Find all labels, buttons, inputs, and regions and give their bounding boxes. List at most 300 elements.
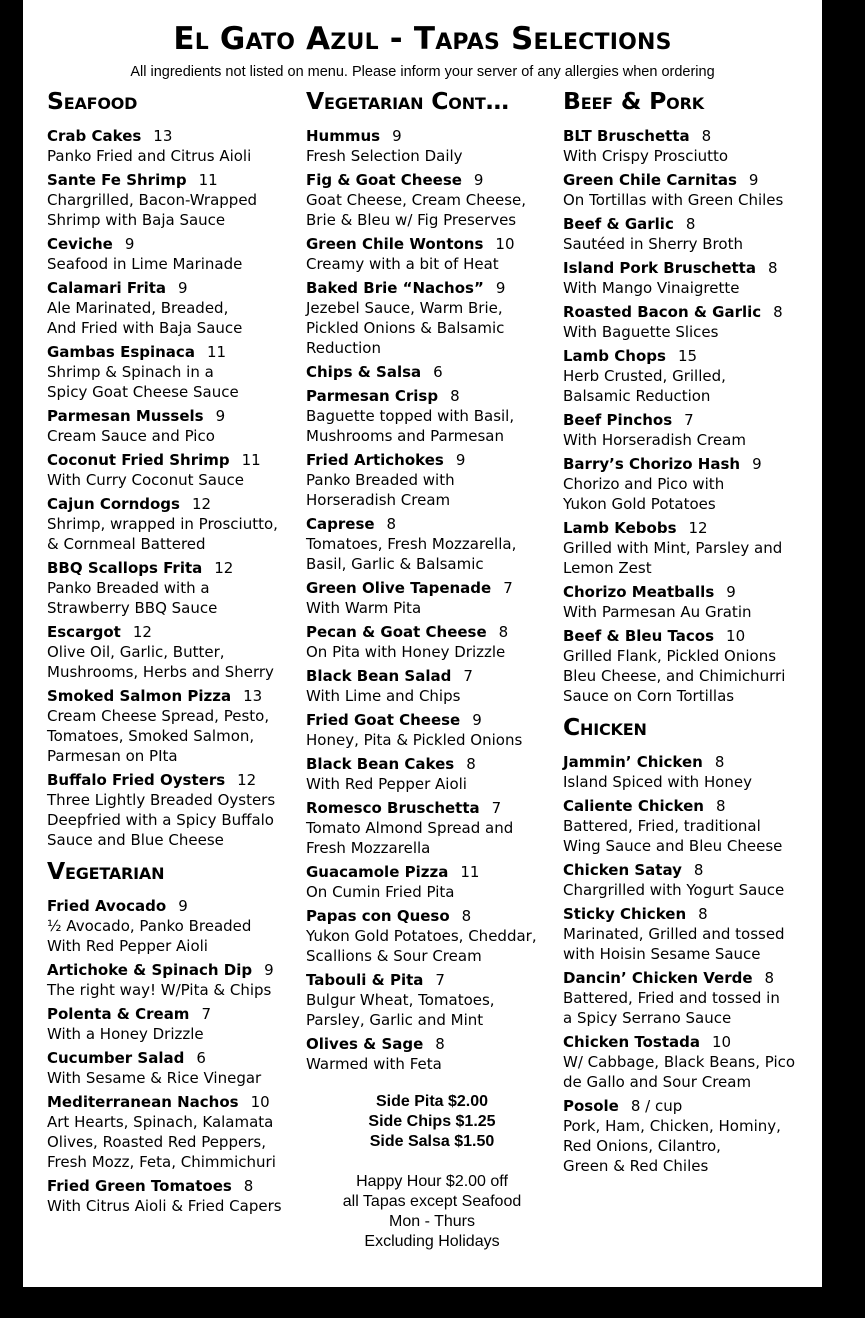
side-order-line: Side Chips $1.25: [368, 1113, 496, 1130]
menu-item: [563, 626, 817, 706]
menu-item: [306, 170, 558, 230]
menu-column-2: [306, 86, 558, 1252]
item-description: With Mango Vinaigrette: [563, 279, 740, 297]
menu-item: [563, 518, 817, 578]
item-name: Olives & Sage: [306, 1035, 424, 1053]
item-name: Chicken Satay: [563, 861, 682, 879]
menu-item: [47, 1048, 299, 1088]
item-name-line: [306, 862, 558, 882]
menu-item: [306, 126, 558, 166]
item-name: Caprese: [306, 515, 375, 533]
item-description: Shrimp, wrapped in Prosciutto,: [47, 515, 278, 533]
item-name: Lamb Chops: [563, 347, 666, 365]
menu-item: [306, 906, 558, 966]
item-name: Jammin’ Chicken: [563, 753, 703, 771]
item-name: Calamari Frita: [47, 279, 167, 297]
item-name-line: [306, 514, 558, 534]
item-description: with Hoisin Sesame Sauce: [563, 945, 761, 963]
item-name: Fried Green Tomatoes: [47, 1177, 232, 1195]
item-description: Grilled with Mint, Parsley and: [563, 539, 783, 557]
item-name: Pecan & Goat Cheese: [306, 623, 487, 641]
item-description: The right way! W/Pita & Chips: [47, 981, 272, 999]
menu-item: [563, 752, 817, 792]
item-price: 9: [752, 455, 762, 473]
item-name-line: [563, 904, 817, 924]
item-description: & Cornmeal Battered: [47, 535, 206, 553]
item-description: Marinated, Grilled and tossed: [563, 925, 785, 943]
menu-item: [563, 258, 817, 298]
item-description: Panko Fried and Citrus Aioli: [47, 147, 252, 165]
item-name-line: [563, 126, 817, 146]
item-description: Pickled Onions & Balsamic: [306, 319, 505, 337]
item-name: Beef & Bleu Tacos: [563, 627, 715, 645]
menu-item: [563, 1096, 817, 1176]
item-description: Bleu Cheese, and Chimichurri: [563, 667, 786, 685]
item-description: With Horseradish Cream: [563, 431, 746, 449]
item-description: Olive Oil, Garlic, Butter,: [47, 643, 225, 661]
section-heading-vegetarian: Vegetarian: [47, 857, 165, 885]
item-name: Papas con Queso: [306, 907, 450, 925]
item-name-line: [306, 798, 558, 818]
item-description: Cream Sauce and Pico: [47, 427, 215, 445]
item-price: 10: [726, 627, 746, 645]
item-description: With Red Pepper Aioli: [306, 775, 467, 793]
menu-item: [563, 796, 817, 856]
happy-hour-line: Mon - Thurs: [389, 1213, 475, 1230]
menu-item: [563, 454, 817, 514]
item-name-line: [563, 626, 817, 646]
item-description: On Pita with Honey Drizzle: [306, 643, 506, 661]
menu-item: [306, 234, 558, 274]
menu-item: [563, 126, 817, 166]
item-description: Grilled Flank, Pickled Onions: [563, 647, 777, 665]
menu-item: [306, 386, 558, 446]
item-price: 8: [466, 755, 476, 773]
item-name: Fried Goat Cheese: [306, 711, 461, 729]
item-description: With a Honey Drizzle: [47, 1025, 204, 1043]
menu-item: [306, 710, 558, 750]
item-description: Balsamic Reduction: [563, 387, 711, 405]
item-description: Reduction: [306, 339, 381, 357]
item-name: Baked Brie “Nachos”: [306, 279, 484, 297]
item-description: Basil, Garlic & Balsamic: [306, 555, 484, 573]
item-price: 12: [132, 623, 152, 641]
section-heading-chicken: Chicken: [563, 713, 647, 741]
item-description: Bulgur Wheat, Tomatoes,: [306, 991, 495, 1009]
item-price: 11: [198, 171, 218, 189]
item-description: Yukon Gold Potatoes, Cheddar,: [306, 927, 537, 945]
menu-item: [47, 1004, 299, 1044]
item-name: Cajun Corndogs: [47, 495, 180, 513]
item-price: 7: [463, 667, 473, 685]
item-name: Mediterranean Nachos: [47, 1093, 239, 1111]
item-description: Parmesan on PIta: [47, 747, 178, 765]
item-description: Chorizo and Pico with: [563, 475, 725, 493]
item-name: Cucumber Salad: [47, 1049, 185, 1067]
item-description: Honey, Pita & Pickled Onions: [306, 731, 523, 749]
item-name-line: [306, 906, 558, 926]
menu-item: [563, 968, 817, 1028]
item-price: 11: [241, 451, 261, 469]
item-name: Tabouli & Pita: [306, 971, 424, 989]
item-price: 9: [726, 583, 736, 601]
item-description: Mushrooms and Parmesan: [306, 427, 504, 445]
item-price: 8: [701, 127, 712, 145]
item-name-line: [47, 342, 299, 362]
item-name: Dancin’ Chicken Verde: [563, 969, 753, 987]
menu-item: [306, 1034, 558, 1074]
item-name-line: [47, 1004, 299, 1024]
item-name: Buffalo Fried Oysters: [47, 771, 226, 789]
item-description: Shrimp & Spinach in a: [47, 363, 214, 381]
menu-item: [47, 126, 299, 166]
item-name-line: [47, 686, 299, 706]
item-price: 9: [473, 171, 484, 189]
item-description: With Sesame & Rice Vinegar: [47, 1069, 262, 1087]
item-name: Crab Cakes: [47, 127, 142, 145]
item-name-line: [47, 1092, 299, 1112]
item-name-line: [563, 860, 817, 880]
menu-item: [306, 362, 558, 382]
item-name: Green Chile Carnitas: [563, 171, 737, 189]
menu-item: [306, 622, 558, 662]
item-name-line: [306, 386, 558, 406]
menu-item: [306, 754, 558, 794]
item-price: 8: [714, 753, 725, 771]
item-price: 8: [386, 515, 397, 533]
item-name: Escargot: [47, 623, 121, 641]
item-description: Deepfried with a Spicy Buffalo: [47, 811, 274, 829]
item-name: Gambas Espinaca: [47, 343, 195, 361]
item-price: 13: [153, 127, 173, 145]
item-description: On Tortillas with Green Chiles: [563, 191, 784, 209]
item-name-line: [47, 406, 299, 426]
item-description: Olives, Roasted Red Peppers,: [47, 1133, 266, 1151]
item-name-line: [47, 126, 299, 146]
item-name: Smoked Salmon Pizza: [47, 687, 232, 705]
item-description: a Spicy Serrano Sauce: [563, 1009, 732, 1027]
item-description: Creamy with a bit of Heat: [306, 255, 499, 273]
item-description: Green & Red Chiles: [563, 1157, 709, 1175]
item-name-line: [47, 170, 299, 190]
item-price: 9: [215, 407, 226, 425]
allergy-notice: All ingredients not listed on menu. Please inform your server of any allergies when ordering: [130, 64, 715, 80]
item-name-line: [47, 770, 299, 790]
item-description: Chargrilled, Bacon-Wrapped: [47, 191, 258, 209]
section-heading-vegetarian-cont: Vegetarian Cont…: [306, 87, 509, 115]
item-name-line: [563, 258, 817, 278]
item-description: Horseradish Cream: [306, 491, 451, 509]
item-price: 8: [764, 969, 775, 987]
item-name-line: [563, 582, 817, 602]
section-heading-beef-pork: Beef & Pork: [563, 87, 704, 115]
item-name: Parmesan Mussels: [47, 407, 204, 425]
item-description: Mushrooms, Herbs and Sherry: [47, 663, 274, 681]
item-name-line: [563, 346, 817, 366]
item-name-line: [306, 710, 558, 730]
item-description: Three Lightly Breaded Oysters: [47, 791, 276, 809]
item-price: 9: [178, 279, 188, 297]
menu-item: [563, 302, 817, 342]
menu-item: [563, 214, 817, 254]
item-price: 8: [435, 1035, 445, 1053]
item-name-line: [306, 578, 558, 598]
menu-item: [47, 686, 299, 766]
item-description: Strawberry BBQ Sauce: [47, 599, 218, 617]
item-name-line: [306, 450, 558, 470]
item-price: 8: [773, 303, 783, 321]
item-description: With Lime and Chips: [306, 687, 461, 705]
item-price: 6: [433, 363, 443, 381]
menu-item: [306, 970, 558, 1030]
item-price: 12: [237, 771, 257, 789]
section-heading-seafood: Seafood: [47, 87, 138, 115]
item-description: Island Spiced with Honey: [563, 773, 753, 791]
item-name-line: [563, 302, 817, 322]
happy-hour-line: Happy Hour $2.00 off: [356, 1173, 508, 1190]
menu-item: [306, 278, 558, 358]
menu-item: [47, 494, 299, 554]
item-name: Barry’s Chorizo Hash: [563, 455, 741, 473]
item-description: With Curry Coconut Sauce: [47, 471, 244, 489]
item-name: Fried Avocado: [47, 897, 167, 915]
item-price: 9: [124, 235, 135, 253]
item-description: With Parmesan Au Gratin: [563, 603, 752, 621]
menu-column-3: [563, 86, 817, 1180]
item-name: Lamb Kebobs: [563, 519, 677, 537]
item-name-line: [306, 666, 558, 686]
item-name-line: [47, 278, 299, 298]
item-name: Island Pork Bruschetta: [563, 259, 756, 277]
item-description: ½ Avocado, Panko Breaded: [47, 917, 252, 935]
item-price: 10: [712, 1033, 732, 1051]
menu-item: [563, 346, 817, 406]
item-name: Chorizo Meatballs: [563, 583, 715, 601]
item-name: Chips & Salsa: [306, 363, 422, 381]
item-name: Green Chile Wontons: [306, 235, 484, 253]
menu-column-1: [47, 86, 299, 1220]
item-price: 9: [748, 171, 759, 189]
item-name-line: [47, 622, 299, 642]
item-description: On Cumin Fried Pita: [306, 883, 455, 901]
side-orders: [306, 1092, 558, 1152]
item-name-line: [306, 754, 558, 774]
item-price: 8: [685, 215, 696, 233]
menu-item: [47, 406, 299, 446]
item-price: 7: [684, 411, 694, 429]
menu-title: El Gato Azul - Tapas Selections: [173, 21, 672, 57]
item-description: Pork, Ham, Chicken, Hominy,: [563, 1117, 781, 1135]
item-description: With Crispy Prosciutto: [563, 147, 729, 165]
menu-item: [563, 582, 817, 622]
menu-item: [47, 960, 299, 1000]
item-price: 9: [264, 961, 274, 979]
item-name-line: [306, 622, 558, 642]
item-description: With Citrus Aioli & Fried Capers: [47, 1197, 282, 1215]
item-price: 11: [460, 863, 480, 881]
menu-item: [47, 1092, 299, 1172]
menu-item: [306, 514, 558, 574]
menu-item: [306, 798, 558, 858]
side-order-line: Side Salsa $1.50: [369, 1133, 495, 1150]
menu-item: [563, 1032, 817, 1092]
item-name: Parmesan Crisp: [306, 387, 439, 405]
item-name-line: [47, 960, 299, 980]
menu-item: [306, 450, 558, 510]
item-description: Panko Breaded with a: [47, 579, 210, 597]
item-name-line: [563, 752, 817, 772]
menu-item: [563, 410, 817, 450]
item-description: Panko Breaded with: [306, 471, 455, 489]
happy-hour-line: all Tapas except Seafood: [342, 1193, 522, 1210]
item-price: 7: [503, 579, 513, 597]
item-description: Parsley, Garlic and Mint: [306, 1011, 484, 1029]
item-price: 8: [450, 387, 460, 405]
item-description: Chargrilled with Yogurt Sauce: [563, 881, 785, 899]
item-description: Goat Cheese, Cream Cheese,: [306, 191, 527, 209]
item-price: 9: [178, 897, 188, 915]
item-name-line: [47, 234, 299, 254]
item-description: Baguette topped with Basil,: [306, 407, 515, 425]
item-description: Red Onions, Cilantro,: [563, 1137, 721, 1155]
menu-item: [563, 860, 817, 900]
item-name-line: [47, 494, 299, 514]
item-description: With Warm Pita: [306, 599, 422, 617]
item-name: Roasted Bacon & Garlic: [563, 303, 762, 321]
menu-item: [47, 770, 299, 850]
menu-item: [47, 234, 299, 274]
item-description: Warmed with Feta: [306, 1055, 442, 1073]
item-description: Ale Marinated, Breaded,: [47, 299, 229, 317]
item-description: With Red Pepper Aioli: [47, 937, 208, 955]
item-name: Hummus: [306, 127, 381, 145]
item-price: 8: [243, 1177, 254, 1195]
item-name-line: [306, 278, 558, 298]
item-name-line: [563, 170, 817, 190]
item-name-line: [563, 518, 817, 538]
item-price: 9: [472, 711, 482, 729]
item-price: 7: [435, 971, 445, 989]
item-price: 10: [250, 1093, 270, 1111]
item-price: 8: [461, 907, 472, 925]
item-name: Posole: [563, 1097, 619, 1115]
menu-item: [306, 862, 558, 902]
item-description: Fresh Mozzarella: [306, 839, 431, 857]
item-description: Shrimp with Baja Sauce: [47, 211, 226, 229]
item-description: Battered, Fried, traditional: [563, 817, 761, 835]
item-price: 12: [688, 519, 708, 537]
item-description: Art Hearts, Spinach, Kalamata: [47, 1113, 274, 1131]
item-description: Sautéed in Sherry Broth: [563, 235, 743, 253]
item-price: 8: [767, 259, 778, 277]
item-name-line: [306, 1034, 558, 1054]
menu-item: [47, 1176, 299, 1216]
item-name-line: [47, 558, 299, 578]
item-description: Sauce on Corn Tortillas: [563, 687, 735, 705]
item-price: 8: [498, 623, 509, 641]
item-name: Beef & Garlic: [563, 215, 674, 233]
item-name: Black Bean Salad: [306, 667, 452, 685]
item-name-line: [563, 1096, 817, 1116]
menu-item: [563, 170, 817, 210]
item-name: Caliente Chicken: [563, 797, 704, 815]
item-description: With Baguette Slices: [563, 323, 719, 341]
item-description: Cream Cheese Spread, Pesto,: [47, 707, 270, 725]
happy-hour-line: Excluding Holidays: [364, 1233, 500, 1250]
item-name: Polenta & Cream: [47, 1005, 190, 1023]
item-name-line: [563, 968, 817, 988]
item-price: 6: [196, 1049, 206, 1067]
item-description: Yukon Gold Potatoes: [563, 495, 716, 513]
menu-item: [47, 558, 299, 618]
item-description: de Gallo and Sour Cream: [563, 1073, 752, 1091]
item-name: Black Bean Cakes: [306, 755, 455, 773]
menu-item: [47, 278, 299, 338]
menu-item: [47, 896, 299, 956]
item-price: 13: [243, 687, 263, 705]
menu-item: [47, 342, 299, 402]
item-name: Fried Artichokes: [306, 451, 444, 469]
item-name: Fig & Goat Cheese: [306, 171, 462, 189]
item-description: Tomato Almond Spread and: [306, 819, 514, 837]
item-price: 9: [495, 279, 506, 297]
item-description: Tomatoes, Smoked Salmon,: [47, 727, 255, 745]
item-name-line: [563, 1032, 817, 1052]
menu-item: [306, 666, 558, 706]
item-name-line: [47, 450, 299, 470]
item-name: BBQ Scallops Frita: [47, 559, 203, 577]
item-name: Green Olive Tapenade: [306, 579, 492, 597]
side-order-line: Side Pita $2.00: [375, 1093, 489, 1110]
item-name-line: [563, 796, 817, 816]
item-price: 8 / cup: [630, 1097, 683, 1115]
menu-item: [563, 904, 817, 964]
menu-page: [23, 0, 822, 1287]
item-description: Herb Crusted, Grilled,: [563, 367, 726, 385]
item-description: Spicy Goat Cheese Sauce: [47, 383, 239, 401]
item-name-line: [306, 234, 558, 254]
item-description: W/ Cabbage, Black Beans, Pico: [563, 1053, 796, 1071]
item-description: Brie & Bleu w/ Fig Preserves: [306, 211, 517, 229]
item-name: Beef Pinchos: [563, 411, 673, 429]
item-price: 12: [191, 495, 212, 513]
item-name-line: [306, 970, 558, 990]
item-name: Chicken Tostada: [563, 1033, 700, 1051]
item-description: Fresh Selection Daily: [306, 147, 463, 165]
item-price: 12: [214, 559, 234, 577]
item-name: Ceviche: [47, 235, 113, 253]
item-description: Wing Sauce and Bleu Cheese: [563, 837, 783, 855]
item-price: 9: [392, 127, 402, 145]
item-description: Battered, Fried and tossed in: [563, 989, 780, 1007]
item-name-line: [563, 410, 817, 430]
item-name: Guacamole Pizza: [306, 863, 449, 881]
item-description: Tomatoes, Fresh Mozzarella,: [306, 535, 517, 553]
item-name-line: [563, 214, 817, 234]
item-name-line: [47, 896, 299, 916]
item-name: BLT Bruschetta: [563, 127, 690, 145]
item-name-line: [306, 362, 558, 382]
item-name: Sticky Chicken: [563, 905, 687, 923]
item-description: Jezebel Sauce, Warm Brie,: [306, 299, 503, 317]
item-price: 15: [677, 347, 698, 365]
item-name-line: [47, 1048, 299, 1068]
item-name-line: [47, 1176, 299, 1196]
item-price: 8: [698, 905, 708, 923]
item-name: Artichoke & Spinach Dip: [47, 961, 253, 979]
item-description: Sauce and Blue Cheese: [47, 831, 224, 849]
item-name-line: [306, 126, 558, 146]
